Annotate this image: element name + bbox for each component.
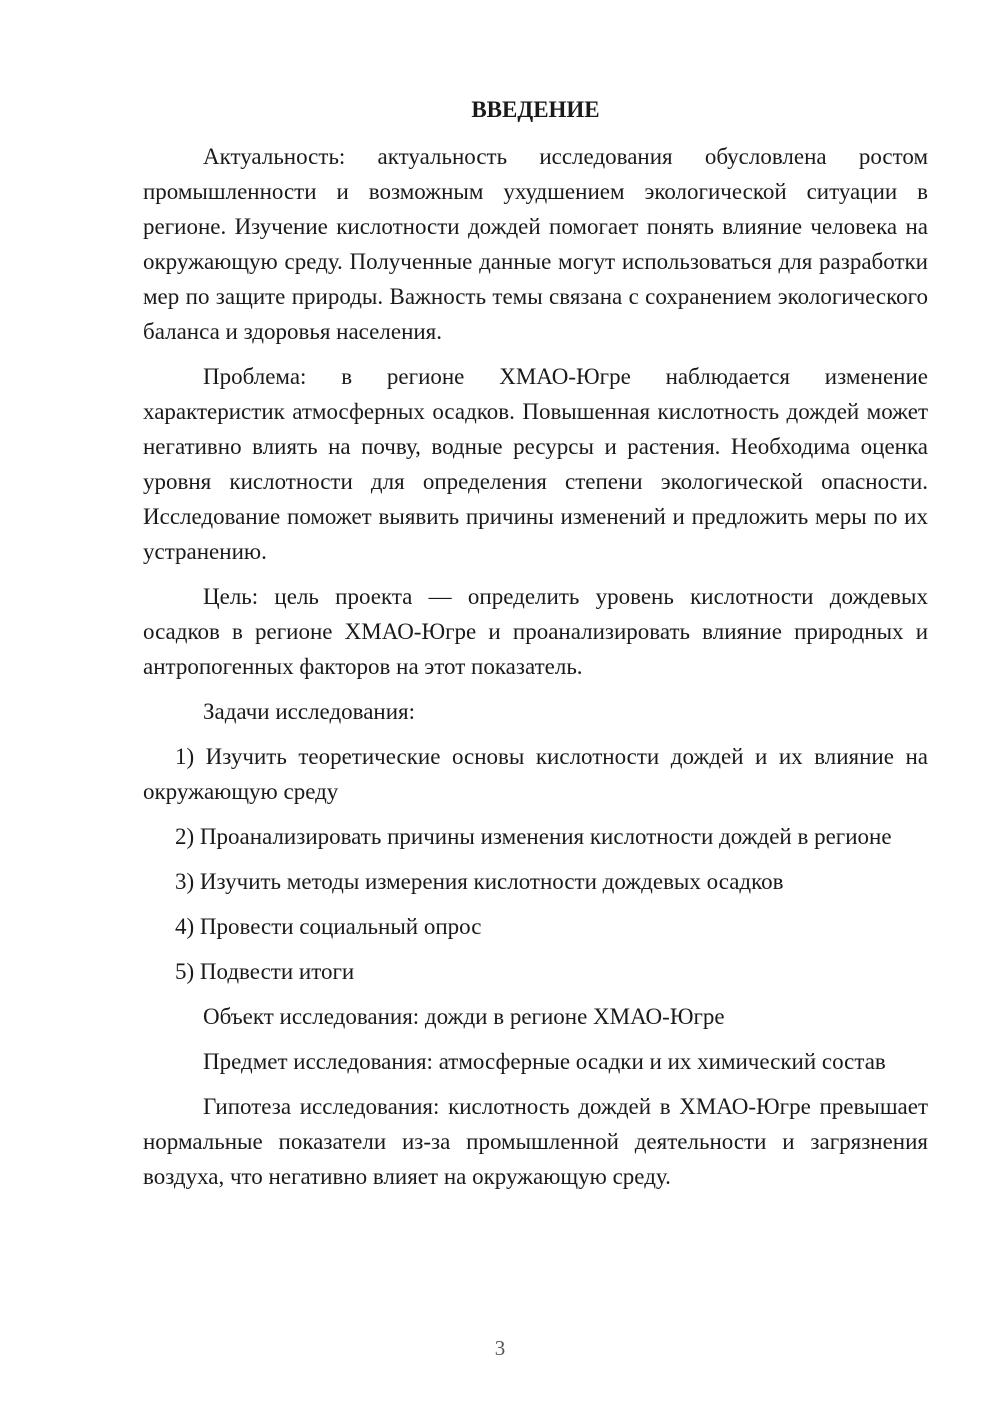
- list-item-task-5: 5) Подвести итоги: [175, 959, 355, 984]
- list-item-task-1: 1) Изучить теоретические основы кислотности дождей и их влияние на окружающую среду: [143, 744, 928, 804]
- list-item-task-3: 3) Изучить методы измерения кислотности дождевых осадков: [175, 869, 784, 894]
- list-item-task-2: 2) Проанализировать причины изменения кислотности дождей в регионе: [175, 824, 892, 849]
- paragraph-goal: Цель: цель проекта — определить уровень кислотности дождевых осадков в регионе ХМАО-Югре и проанализировать влияние природных и антропогенных факторов на этот показатель.: [143, 584, 928, 679]
- page-number: 3: [494, 1336, 506, 1360]
- tasks-heading: Задачи исследования:: [203, 699, 416, 724]
- page-content: [143, 92, 928, 1204]
- page-title: ВВЕДЕНИЕ: [471, 97, 600, 122]
- paragraph-problem: Проблема: в регионе ХМАО-Югре наблюдается изменение характеристик атмосферных осадков. Повышенная кислотность дождей может негативно влиять на почву, водные ресурсы и растения. Необходима оценка уровня кислотности для определения степени экологической опасности. Исследование поможет выявить причины изменений и предложить меры по их устранению.: [143, 364, 928, 564]
- paragraph-object: Объект исследования: дожди в регионе ХМАО-Югре: [203, 1004, 725, 1029]
- paragraph-subject: Предмет исследования: атмосферные осадки и их химический состав: [203, 1049, 886, 1074]
- list-item-task-4: 4) Провести социальный опрос: [175, 914, 482, 939]
- paragraph-relevance: Актуальность: актуальность исследования обусловлена ростом промышленности и возможным ухудшением экологической ситуации в регионе. Изучение кислотности дождей помогает понять влияние человека на окружающую среду. Полученные данные могут использоваться для разработки мер по защите природы. Важность темы связана с сохранением экологического баланса и здоровья населения.: [143, 144, 928, 344]
- paragraph-hypothesis: Гипотеза исследования: кислотность дождей в ХМАО-Югре превышает нормальные показатели из-за промышленной деятельности и загрязнения воздуха, что негативно влияет на окружающую среду.: [143, 1094, 928, 1189]
